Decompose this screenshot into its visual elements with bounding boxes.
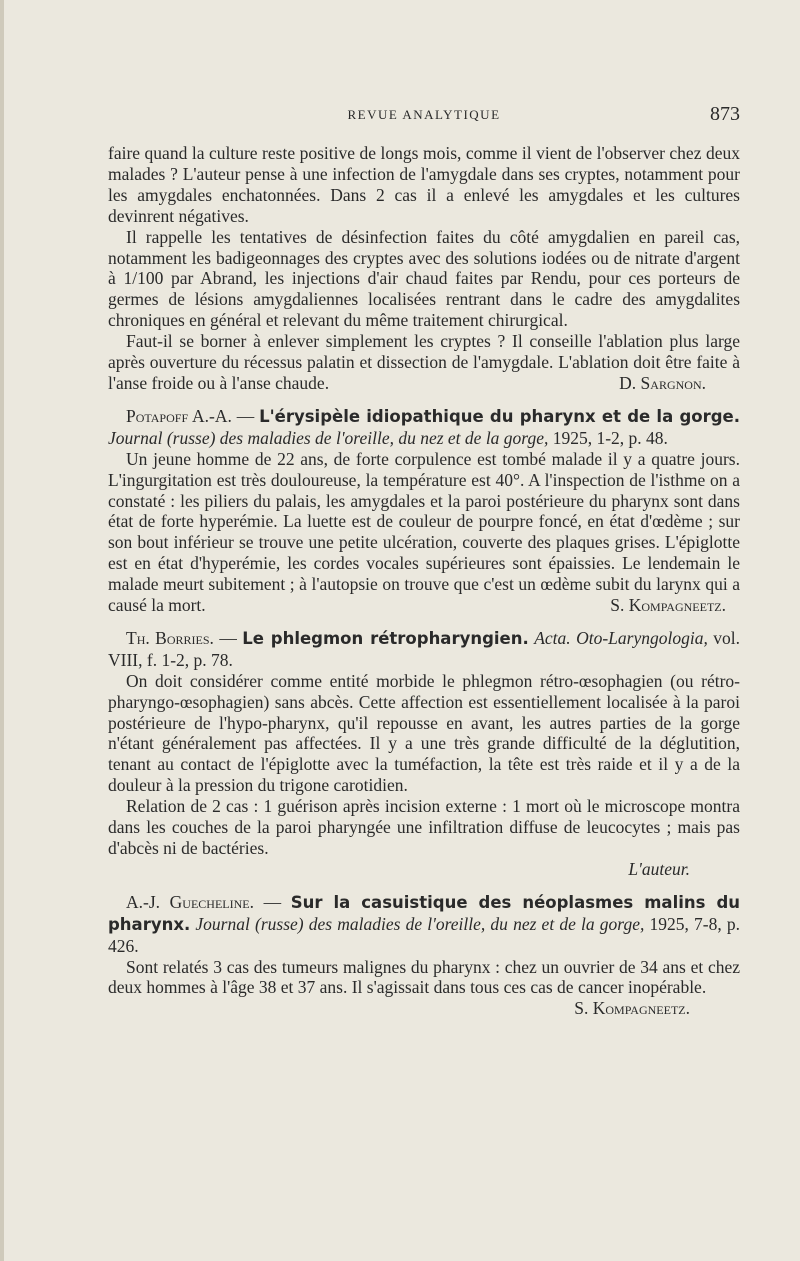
- signature: S. Kompagneetz.: [574, 998, 690, 1019]
- paragraph: Relation de 2 cas : 1 guérison après incision externe : 1 mort où le microscope montra dans les couches de la paroi pharyngée une infiltration diffuse de leucocytes ; mais pas d'abcès ni de bactéries.: [108, 796, 740, 858]
- signature: D. Sargnon.: [619, 372, 706, 393]
- signature: L'auteur.: [628, 858, 690, 879]
- entry-title: Le phlegmon rétropharyngien.: [242, 628, 529, 648]
- entry-author: Potapoff A.-A.: [126, 405, 232, 426]
- page-number: 873: [710, 103, 740, 125]
- paragraph: Il rappelle les tentatives de désinfection faites du côté amygdalien en pareil cas, notamment les badigeonnages des cryptes avec des solutions iodées ou de nitrate d'argent à 1/100 par Abrand, les injections d'air chaud faites par Rendu, pour ces porteurs de germes de lésions amygdaliennes localisées rentrant dans le cadre des amygdalites chroniques en général et relevant du même traitement chirurgical.: [108, 226, 740, 331]
- entry-author: Th. Borries.: [126, 627, 214, 648]
- entry-ref: 1925, 7-8, p. 426.: [108, 913, 741, 956]
- entry-title: L'érysipèle idiopathique du pharynx et de la gorge.: [259, 406, 740, 426]
- paragraph: [108, 956, 740, 1019]
- signature: S. Kompagneetz.: [610, 595, 726, 616]
- entry-ref: 1925, 1-2, p. 48.: [548, 427, 668, 448]
- paragraph-text: Un jeune homme de 22 ans, de forte corpulence est tombé malade il y a quatre jours. L'ingurgitation est très douloureuse, la température est 40°. A l'inspection de l'isthme on a constaté : les piliers du palais, les amygdales et la paroi postérieure du pharynx sont dans état de forte hyperémie. La luette est de couleur de pourpre foncé, en état d'œdème ; sur son bout inférieur se trouve une petite ulcération, couverte des plaques grises. L'épiglotte est en état d'hyperémie, les cordes vocales supérieures sont épaissies. Le lendemain le malade meurt subitement ; à l'autopsie on trouve que c'est un œdème subit du larynx qui a causé la mort.: [108, 448, 740, 616]
- entry-source: Journal (russe) des maladies de l'oreille, du nez et de la gorge,: [108, 427, 549, 448]
- entry-dash: —: [253, 891, 291, 912]
- page-body: [108, 143, 740, 1019]
- entry-heading: [108, 406, 740, 449]
- abstract-entry: [108, 891, 741, 1019]
- entry-ref: vol. VIII, f. 1-2, p. 78.: [108, 627, 740, 670]
- paragraph: [108, 331, 740, 394]
- entry-dash: —: [231, 405, 260, 426]
- paragraph: faire quand la culture reste positive de longs mois, comme il vient de l'observer chez deux malades ? L'auteur pense à une infection de l'amygdale dans ses cryptes, notamment pour les amygdales enchatonnées. Dans 2 cas il a enlevé les amygdales et les cultures devinrent négatives.: [108, 143, 740, 226]
- running-title: REVUE ANALYTIQUE: [347, 107, 501, 122]
- entry-heading: [108, 892, 740, 957]
- entry-source: Journal (russe) des maladies de l'oreille, du nez et de la gorge,: [195, 913, 645, 934]
- entry-dash: —: [213, 627, 243, 648]
- paragraph-text: Sont relatés 3 cas des tumeurs malignes du pharynx : chez un ouvrier de 34 ans et chez deux hommes à l'âge 38 et 37 ans. Il s'agissait dans tous ces cas de cancer inopérable.: [108, 956, 740, 998]
- entry-title: Sur la casuistique des néoplasmes malins du pharynx.: [108, 892, 740, 934]
- paragraph: [108, 449, 740, 616]
- abstract-entry: [108, 406, 740, 616]
- paragraph: On doit considérer comme entité morbide le phlegmon rétro-œsophagien (ou rétro-pharyngo-œsophagien) sans abcès. Cette affection est essentiellement localisée à la paroi postérieure de l'hypo-pharynx, qu'il repousse en avant, les autres parties de la gorge n'étant généralement pas affectées. Il y a une très grande difficulté de la déglutition, tenant au contact de l'épiglotte avec la tuméfaction, la tête est très raide et il y a de la douleur à la pression du trigone carotidien.: [108, 670, 740, 796]
- page-edge-shadow: [0, 0, 4, 1261]
- abstract-entry: [108, 628, 740, 880]
- entry-source: Acta. Oto-Laryngologia,: [534, 627, 708, 648]
- entry-heading: [108, 628, 740, 671]
- entry-author: A.-J. Guecheline.: [126, 891, 254, 912]
- paragraph-text: Faut-il se borner à enlever simplement les cryptes ? Il conseille l'ablation plus large après ouverture du récessus palatin et dissection de l'amygdale. L'ablation doit être faite à l'anse froide ou à l'anse chaude.: [108, 331, 740, 393]
- page-header: [108, 103, 740, 133]
